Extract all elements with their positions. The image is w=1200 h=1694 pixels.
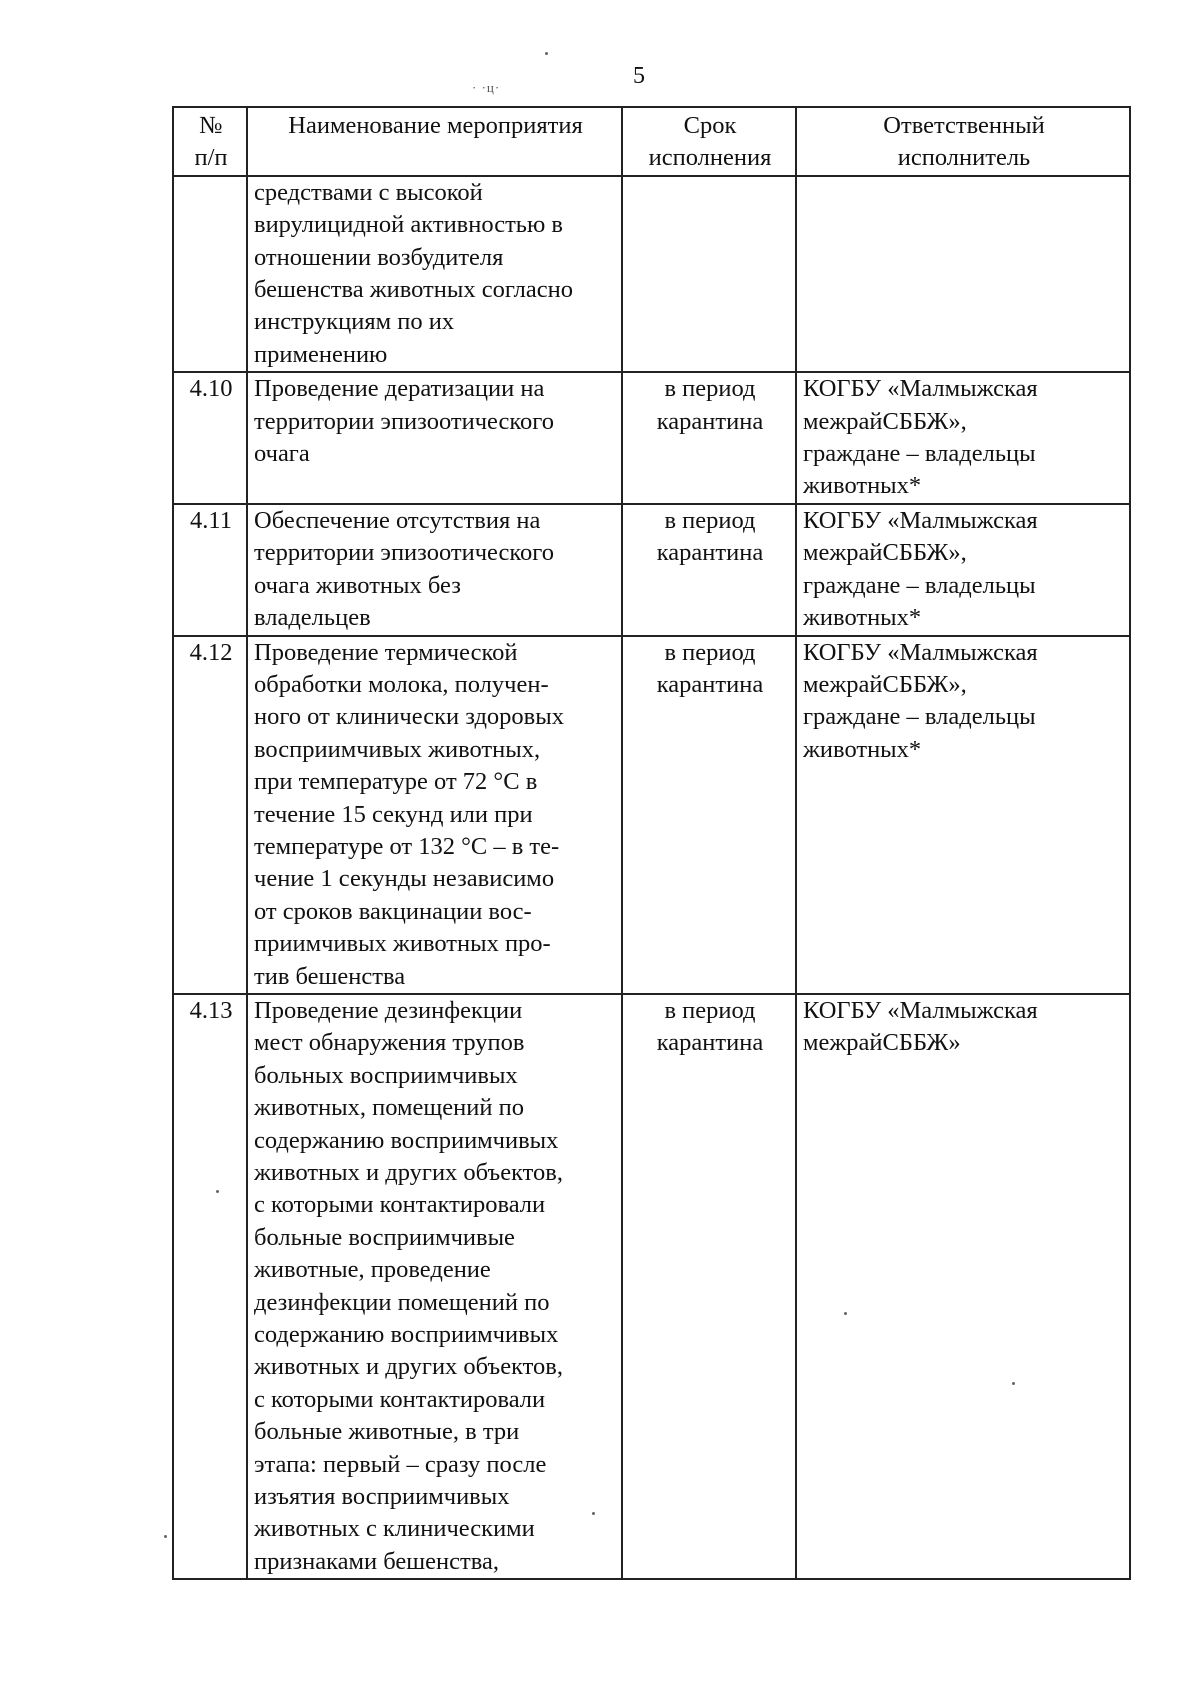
measure-name-line: больные животные, в три [254,1418,520,1446]
responsible-executor-line: межрайСББЖ», [803,670,967,698]
measure-name [247,504,622,636]
measure-name-line: течение 15 секунд или при [254,800,533,828]
measure-name-line: территории эпизоотического [254,539,554,567]
measure-name-line: с которыми контактировали [254,1191,546,1219]
measure-name-line: инструкциям по их [254,308,455,336]
measure-name-line: температуре от 132 °С – в те- [254,832,560,860]
execution-term-line: в период [664,375,756,403]
measure-name-line: с которыми контактировали [254,1385,546,1413]
measure-name-line: при температуре от 72 °С в [254,768,538,796]
measure-name-line: животные, проведение [254,1256,491,1284]
responsible-executor-line: животных* [803,472,922,500]
measure-name [247,994,622,1579]
measure-name-line: Проведение термической [254,638,518,666]
responsible-executor-line: животных* [803,735,922,763]
page-number: 5 [633,63,645,89]
measure-name-line: Проведение дезинфекции [254,996,523,1024]
header-responsible [796,107,1130,176]
execution-term-line: в период [664,638,756,666]
row-number: 4.12 [173,636,247,994]
execution-term-line: карантина [656,407,764,435]
measure-name [247,636,622,994]
measure-name-line: дезинфекции помещений по [254,1288,550,1316]
responsible-executor [796,636,1130,994]
measure-name-line: от сроков вакцинации вос- [254,897,532,925]
execution-term-line: карантина [656,539,764,567]
measure-name-line: владельцев [254,604,371,632]
measure-name-line: признаками бешенства, [254,1547,499,1575]
responsible-executor-line: межрайСББЖ» [803,1029,961,1057]
responsible-executor-line: КОГБУ «Малмыжская [803,375,1038,403]
scan-speck [216,1190,219,1193]
measure-name-line: отношении возбудителя [254,243,504,271]
header-line: Срок [683,112,737,139]
scan-speck [545,52,548,55]
responsible-executor-line: межрайСББЖ», [803,407,967,435]
measure-name-line: тив бешенства [254,962,406,990]
header-line: п/п [194,144,228,172]
measure-name-line: обработки молока, получен- [254,670,549,698]
header-measure-name [247,107,622,176]
measure-name-line: больные восприимчивые [254,1223,515,1251]
measure-name-line: приимчивых животных про- [254,930,551,958]
scan-speck [164,1535,167,1538]
row-number: 4.10 [173,372,247,504]
measures-table [172,106,1131,1580]
responsible-executor [796,504,1130,636]
responsible-executor-line: граждане – владельцы [803,440,1036,468]
table-row [173,994,1130,1579]
scan-speck [844,1312,847,1315]
measure-name-line: изъятия восприимчивых [254,1483,510,1511]
measure-name-line: больных восприимчивых [254,1061,518,1089]
responsible-executor [796,176,1130,372]
measure-name-line: территории эпизоотического [254,407,554,435]
measure-name-line: чение 1 секунды независимо [254,865,555,893]
responsible-executor-line: КОГБУ «Малмыжская [803,506,1038,534]
responsible-executor-line: граждане – владельцы [803,703,1036,731]
execution-term [622,636,796,994]
measure-name-line: применению [254,340,388,368]
measure-name-line: содержанию восприимчивых [254,1321,559,1349]
row-number: 4.11 [173,504,247,636]
header-line: исполнения [648,144,772,172]
row-number [173,176,247,372]
execution-term-line: в период [664,996,756,1024]
responsible-executor-line: животных* [803,604,922,632]
header-line: исполнитель [897,144,1031,172]
table-row [173,636,1130,994]
execution-term-line: карантина [656,1029,764,1057]
scan-mark: · ·ц· [472,80,501,95]
table-body [173,176,1130,1579]
row-number: 4.13 [173,994,247,1579]
header-term [622,107,796,176]
measure-name-line: Обеспечение отсутствия на [254,506,541,534]
measure-name-line: бешенства животных согласно [254,276,573,304]
header-line: № [199,112,223,139]
responsible-executor [796,994,1130,1579]
measure-name-line: этапа: первый – сразу после [254,1450,547,1478]
measure-name-line: животных и других объектов, [254,1159,563,1186]
execution-term-line: карантина [656,670,764,698]
measure-name [247,176,622,372]
execution-term-line: в период [664,506,756,534]
measure-name-line: средствами с высокой [254,178,483,206]
execution-term [622,994,796,1579]
responsible-executor-line: КОГБУ «Малмыжская [803,996,1038,1024]
table-row [173,372,1130,504]
measure-name [247,372,622,504]
measure-name-line: мест обнаружения трупов [254,1029,525,1057]
measure-name-line: восприимчивых животных, [254,735,541,763]
measure-name-line: Проведение дератизации на [254,375,545,403]
measure-name-line: содержанию восприимчивых [254,1126,559,1154]
scan-speck [592,1512,595,1515]
execution-term [622,372,796,504]
measure-name-line: животных, помещений по [254,1094,524,1122]
table-row [173,504,1130,636]
responsible-executor-line: КОГБУ «Малмыжская [803,638,1038,666]
header-line: Ответственный [883,112,1045,139]
table-header-row [173,107,1130,176]
measure-name-line: вирулицидной активностью в [254,211,563,239]
execution-term [622,504,796,636]
scan-speck [1012,1382,1015,1385]
execution-term [622,176,796,372]
table-row [173,176,1130,372]
measure-name-line: животных и других объектов, [254,1353,563,1381]
measure-name-line: ного от клинически здоровых [254,703,564,731]
responsible-executor [796,372,1130,504]
measure-name-line: животных с клиническими [254,1515,535,1543]
header-line: Наименование мероприятия [288,112,583,139]
header-number [173,107,247,176]
responsible-executor-line: межрайСББЖ», [803,539,967,567]
measure-name-line: очага животных без [254,571,461,599]
responsible-executor-line: граждане – владельцы [803,571,1036,599]
measure-name-line: очага [254,440,310,468]
